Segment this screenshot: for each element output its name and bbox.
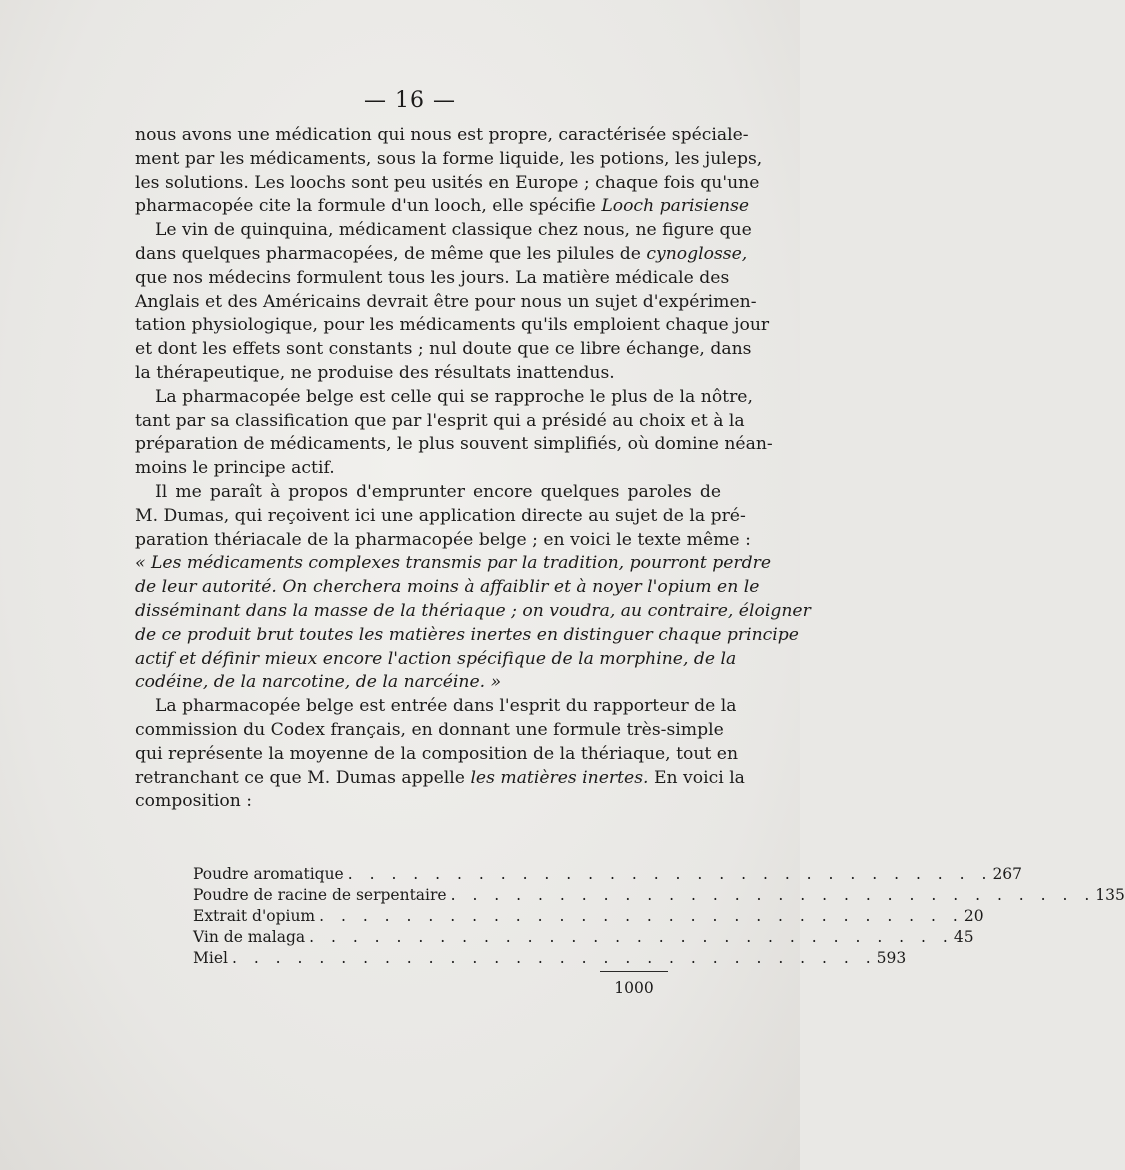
ingredient-label: Poudre de racine de serpentaire: [193, 886, 447, 904]
text-line: [135, 767, 745, 791]
text-line: nous avons une médication qui nous est propre, caractérisée spéciale-: [135, 125, 749, 145]
italic-fragment: cynoglosse,: [646, 243, 748, 264]
table-row: [193, 948, 907, 969]
text-line: et dont les effets sont constants ; nul doute que ce libre échange, dans: [135, 339, 752, 360]
body-text: [135, 124, 811, 814]
text-line: Il me paraît à propos d'emprunter encore quelques paroles de: [155, 481, 721, 502]
italic-fragment: Looch parisiense: [601, 196, 750, 217]
dot-leader: . . . . . . . . . . . . . . . . . . . . . . . . . . . . . .: [231, 949, 877, 967]
ingredient-label: Extrait d'opium: [193, 907, 316, 925]
text-line: qui représente la moyenne de la composition de la thériaque, tout en: [135, 743, 739, 764]
text-fragment: En voici la: [653, 767, 745, 788]
text-line: la thérapeutique, ne produise des résultats inattendus.: [135, 362, 615, 383]
ingredient-value: 45: [953, 928, 974, 946]
page-number: — 16 —: [364, 88, 456, 113]
ingredient-value: 20: [963, 907, 984, 925]
ingredient-label: Miel: [193, 949, 228, 967]
text-line: Le vin de quinquina, médicament classique chez nous, ne figure que: [155, 220, 752, 241]
text-line: La pharmacopée belge est entrée dans l'esprit du rapporteur de la: [155, 696, 737, 717]
ingredient-label: Poudre aromatique: [193, 865, 344, 883]
text-line: composition :: [135, 791, 253, 812]
composition-total: 1000: [614, 979, 654, 997]
dot-leader: . . . . . . . . . . . . . . . . . . . . . . . . . . . . . .: [309, 928, 954, 946]
text-fragment: retranchant ce que M. Dumas appelle: [135, 767, 471, 788]
italic-fragment: les matières inertes.: [470, 767, 649, 788]
text-line: commission du Codex français, en donnant une formule très-simple: [135, 719, 724, 740]
dot-leader: . . . . . . . . . . . . . . . . . . . . . . . . . . . . . .: [450, 886, 1096, 904]
table-row: [193, 927, 974, 948]
total-rule: [600, 971, 668, 972]
text-line: La pharmacopée belge est celle qui se rapproche le plus de la nôtre,: [155, 386, 753, 407]
dot-leader: . . . . . . . . . . . . . . . . . . . . . . . . . . . . . .: [347, 865, 993, 883]
text-line: [135, 195, 750, 219]
text-line: que nos médecins formulent tous les jours. La matière médicale des: [135, 267, 730, 288]
ingredient-value: 593: [876, 949, 907, 967]
text-line: paration thériacale de la pharmacopée belge ; en voici le texte même :: [135, 529, 751, 550]
text-line: tant par sa classification que par l'esprit qui a présidé au choix et à la: [135, 410, 745, 431]
table-row: [193, 864, 1023, 885]
text-line: tation physiologique, pour les médicaments qu'ils emploient chaque jour: [135, 315, 770, 336]
text-line: [135, 243, 748, 267]
ingredient-value: 135: [1095, 886, 1125, 904]
text-line: les solutions. Les loochs sont peu usités en Europe ; chaque fois qu'une: [135, 172, 760, 193]
ingredient-value: 267: [992, 865, 1023, 883]
composition-table: [193, 864, 1125, 969]
table-row: [193, 885, 1125, 906]
text-fragment: pharmacopée cite la formule d'un looch, elle spécifie: [135, 196, 596, 217]
ingredient-label: Vin de malaga: [193, 928, 306, 946]
quote-line: codéine, de la narcotine, de la narcéine. »: [135, 672, 502, 693]
text-line: moins le principe actif.: [135, 458, 335, 479]
quote-line: « Les médicaments complexes transmis par la tradition, pourront perdre: [135, 553, 772, 574]
dot-leader: . . . . . . . . . . . . . . . . . . . . . . . . . . . . . .: [319, 907, 964, 925]
text-line: M. Dumas, qui reçoivent ici une application directe au sujet de la pré-: [135, 505, 746, 526]
quote-line: actif et définir mieux encore l'action spécifique de la morphine, de la: [135, 648, 737, 669]
table-row: [193, 906, 984, 927]
text-line: Anglais et des Américains devrait être pour nous un sujet d'expérimen-: [135, 291, 757, 312]
text-line: ment par les médicaments, sous la forme liquide, les potions, les juleps,: [135, 148, 763, 169]
quote-line: de ce produit brut toutes les matières inertes en distinguer chaque principe: [135, 624, 799, 645]
text-fragment: dans quelques pharmacopées, de même que les pilules de: [135, 243, 647, 264]
text-line: préparation de médicaments, le plus souvent simplifiés, où domine néan-: [135, 434, 773, 455]
quote-line: disséminant dans la masse de la thériaque ; on voudra, au contraire, éloigner: [135, 600, 811, 621]
quote-line: de leur autorité. On cherchera moins à affaiblir et à noyer l'opium en le: [135, 577, 760, 598]
